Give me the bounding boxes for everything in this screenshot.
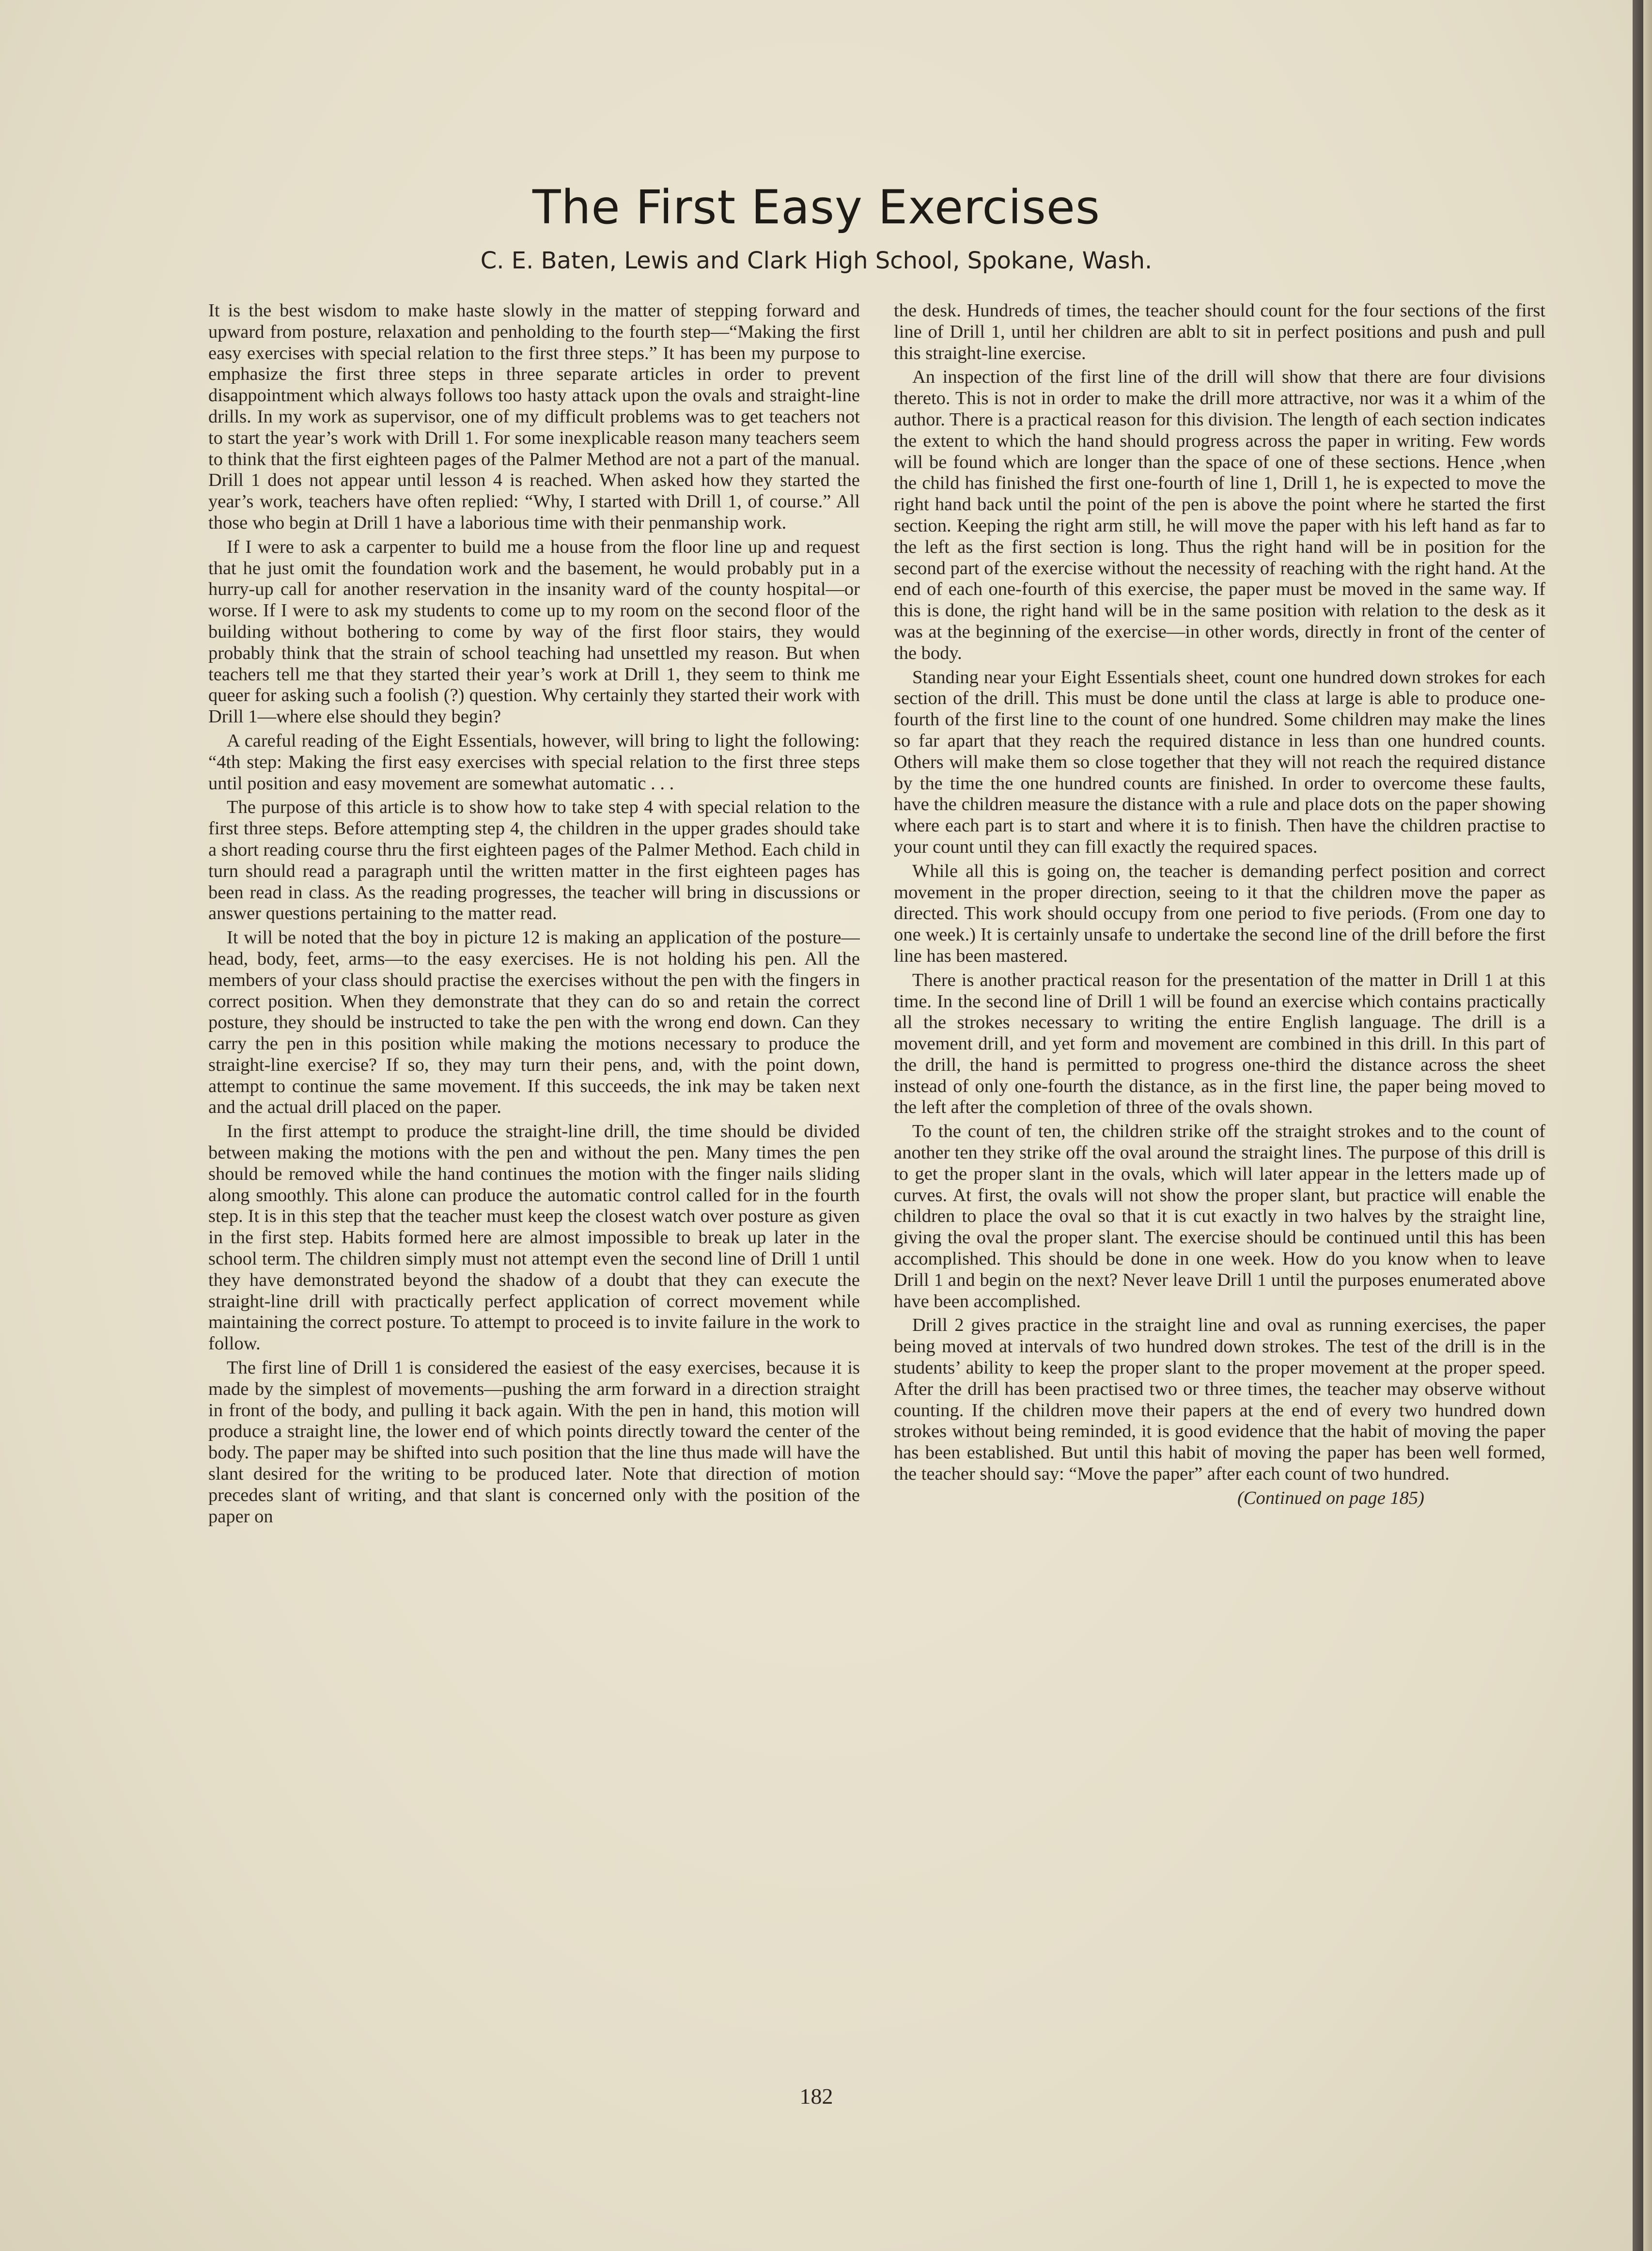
paragraph: It will be noted that the boy in picture 12 is making an application of the posture—head, body, feet, arms—to the easy exercises. He is not holding his pen. All the members of your class should practise the exercises without the pen with the fingers in correct position. When they demonstrate that they can do so and retain the correct posture, they should be instructed to take the pen with the wrong end down. Can they carry the pen in this position while making the motions necessary to produce the straight-line exercise? If so, they may turn their pens, and, with the point down, attempt to continue the same movement. If this succeeds, the ink may be taken next and the actual drill placed on the paper. xyxy=(208,927,860,1118)
paragraph: While all this is going on, the teacher is demanding perfect position and correct movement in the proper direction, seeing to it that the children move the paper as directed. This work should occupy from one period to five periods. (From one day to one week.) It is certainly unsafe to undertake the second line of the drill before the first line has been mastered. xyxy=(894,860,1545,966)
paragraph: Drill 2 gives practice in the straight line and oval as running exercises, the paper being moved at intervals of two hundred down strokes. The test of the drill is in the students’ ability to keep the proper slant to the proper movement at the proper speed. After the drill has been practised two or three times, the teacher may observe without counting. If the children move their papers at the end of every two hundred down strokes without being reminded, it is good evidence that the habit of moving the paper has been established. But until this habit of moving the paper has been well formed, the teacher should say: “Move the paper” after each count of two hundred. xyxy=(894,1315,1545,1485)
left-column xyxy=(208,300,860,2054)
book-gutter xyxy=(1633,0,1652,2251)
paragraph: If I were to ask a carpenter to build me a house from the floor line up and request that he just omit the foundation work and the basement, he would probably put in a hurry-up call for another reservation in the insanity ward of the county hospital—or worse. If I were to ask my students to come up to my room on the second floor of the building without bothering to come by way of the first floor stairs, they would probably think that the strain of school teaching had unsettled my reason. But when teachers tell me that they started their year’s work at Drill 1, they seem to think me queer for asking such a foolish (?) question. Why certainly they started their work with Drill 1—where else should they begin? xyxy=(208,536,860,727)
paragraph: The purpose of this article is to show how to take step 4 with special relation to the first three steps. Before attempting step 4, the children in the upper grades should take a short reading course thru the first eighteen pages of the Palmer Method. Each child in turn should read a paragraph until the written matter in the first eighteen pages has been read in class. As the reading progresses, the teacher will bring in discussions or answer questions pertaining to the matter read. xyxy=(208,797,860,924)
continued-note: (Continued on page 185) xyxy=(1237,1487,1424,1508)
paragraph: The first line of Drill 1 is considered the easiest of the easy exercises, because it is made by the simplest of movements—pushing the arm forward in a direction straight in front of the body, and pulling it back again. With the pen in hand, this motion will produce a straight line, the lower end of which points directly toward the center of the body. The paper may be shifted into such position that the line thus made will have the slant desired for the writing to be produced later. Note that direction of motion precedes slant of writing, and that slant is concerned only with the position of the paper on xyxy=(208,1358,860,1527)
paragraph: Standing near your Eight Essentials sheet, count one hundred down strokes for each section of the drill. This must be done until the class at large is able to produce one-fourth of the first line to the count of one hundred. Some children may make the lines so far apart that they reach the required distance in less than one hundred counts. Others will make them so close together that they will not reach the required distance by the time the one hundred counts are finished. In order to overcome these faults, have the children measure the distance with a rule and place dots on the paper showing where each part is to start and where it is to finish. Then have the children practise to your count until they can fill exactly the required spaces. xyxy=(894,667,1545,857)
paragraph: There is another practical reason for the presentation of the matter in Drill 1 at this time. In the second line of Drill 1 will be found an exercise which contains practically all the strokes necessary to writing the entire English language. The drill is a movement drill, and yet form and movement are combined in this drill. In this part of the drill, the hand is permitted to progress one-third the distance across the sheet instead of only one-fourth the distance, as in the first line, the paper being moved to the left after the completion of three of the ovals shown. xyxy=(894,969,1545,1118)
paragraph: In the first attempt to produce the straight-line drill, the time should be divided between making the motions with the pen and without the pen. Many times the pen should be removed while the hand continues the motion with the finger nails sliding along smoothly. This alone can produce the automatic control called for in the fourth step. It is in this step that the teacher must keep the closest watch over posture as given in the first step. Habits formed here are almost impossible to break up later in the school term. The children simply must not attempt even the second line of Drill 1 until they have demonstrated beyond the shadow of a doubt that they can execute the straight-line drill with practically perfect application of correct movement while maintaining the correct posture. To attempt to proceed is to invite failure in the work to follow. xyxy=(208,1121,860,1354)
paragraph: To the count of ten, the children strike off the straight strokes and to the count of another ten they strike off the oval around the straight lines. The purpose of this drill is to get the proper slant in the ovals, which will later appear in the letters made up of curves. At first, the ovals will not show the proper slant, but practice will enable the children to place the oval so that it is cut exactly in two halves by the straight line, giving the oval the proper slant. The exercise should be continued until this has been accomplished. This should be done in one week. How do you know when to leave Drill 1 and begin on the next? Never leave Drill 1 until the purposes enumerated above have been accomplished. xyxy=(894,1121,1545,1312)
paragraph: It is the best wisdom to make haste slowly in the matter of stepping forward and upward from posture, relaxation and penholding to the fourth step—“Making the first easy exercises with special relation to the first three steps.” It has been my purpose to emphasize the first three steps in three separate articles in order to prevent disappointment which always follows too hasty attack upon the ovals and straight-line drills. In my work as supervisor, one of my difficult problems was to get teachers not to start the year’s work with Drill 1. For some inexplicable reason many teachers seem to think that the first eighteen pages of the Palmer Method are not a part of the manual. Drill 1 does not appear until lesson 4 is reached. When asked how they started the year’s work, teachers have often replied: “Why, I started with Drill 1, of course.” All those who begin at Drill 1 have a laborious time with their penmanship work. xyxy=(208,300,860,533)
next-page-edge xyxy=(1643,0,1652,2251)
article-byline: C. E. Baten, Lewis and Clark High School, Spokane, Wash. xyxy=(480,247,1153,274)
page-number: 182 xyxy=(799,2084,833,2109)
paragraph: the desk. Hundreds of times, the teacher should count for the four sections of the first line of Drill 1, until her children are ablt to sit in perfect positions and push and pull this straight-line exercise. xyxy=(894,300,1545,363)
paragraph: An inspection of the first line of the drill will show that there are four divisions thereto. This is not in order to make the drill more attractive, nor was it a whim of the author. There is a practical reason for this division. The length of each section indicates the extent to which the hand should progress across the paper in writing. Few words will be found which are longer than the space of one of these sections. Hence ,when the child has finished the first one-fourth of line 1, Drill 1, he is expected to move the right hand back until the point of the pen is above the point where he started the first section. Keeping the right arm still, he will move the paper with his left hand as far to the left as the first section is long. Thus the right hand will be in position for the second part of the exercise without the necessity of reaching with the right hand. At the end of each one-fourth of this exercise, the paper must be moved in the same way. If this is done, the right hand will be in the same position with relation to the desk as it was at the beginning of the exercise—in other words, directly in front of the center of the body. xyxy=(894,367,1545,663)
article-title: The First Easy Exercises xyxy=(532,180,1100,234)
paragraph: A careful reading of the Eight Essentials, however, will bring to light the following: “4th step: Making the first easy exercises with special relation to the first three steps until position and easy movement are somewhat automatic . . . xyxy=(208,730,860,794)
right-column xyxy=(894,300,1545,2054)
